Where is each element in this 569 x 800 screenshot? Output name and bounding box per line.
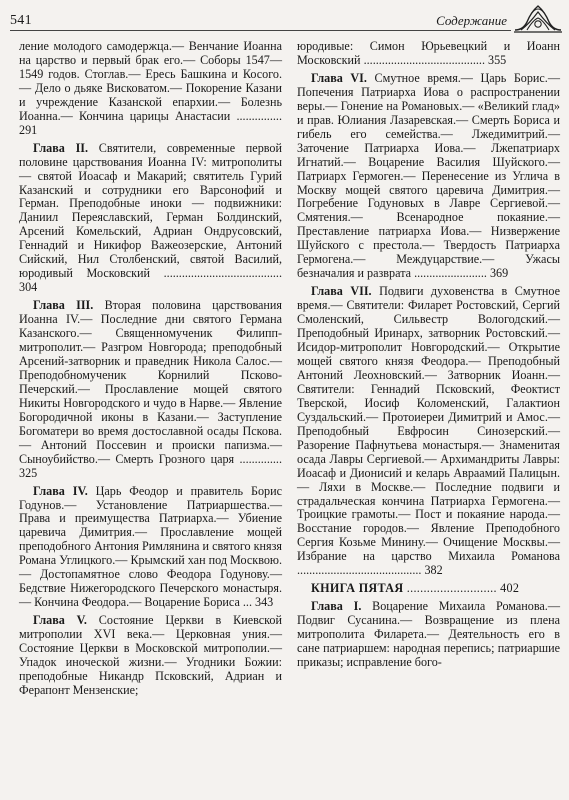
chapter-text: Вторая половина царствования Иоанна IV.— Последние дни святого Германа Казанского.— Священномученик Филипп-митрополит.— Разгром Новгорода; преподобный Арсений-затворник и праведник Никола Салос.— Преподобномученик Корнилий Псково-Печерский.— Прославление мощей святого Никиты Новгородского и чудо в Нарве.— Явление Богородичной иконы в Казани.— Заступление Богоматери во время достославной осады Пскова.— Антоний Поссевин и происки папизма.— Сыноубийство.— Смерть Грозного царя .............. 325 bbox=[19, 298, 282, 480]
running-head: Содержание bbox=[436, 13, 507, 28]
toc-entry-chapter-2 bbox=[19, 142, 282, 295]
toc-entry-chapter-3 bbox=[19, 299, 282, 480]
toc-entry-chapter-6 bbox=[297, 72, 560, 281]
chapter-label: Глава IV. bbox=[33, 483, 88, 498]
toc-continuation-entry: юродивые: Симон Юрьевецкий и Иоанн Московский ........................................ 355 bbox=[297, 39, 560, 67]
toc-left-column bbox=[19, 40, 282, 702]
toc-entry-chapter-4 bbox=[19, 485, 282, 611]
page-number: 541 bbox=[10, 13, 32, 28]
chapter-label: Глава I. bbox=[311, 599, 362, 614]
chapter-label: Глава III. bbox=[33, 298, 94, 313]
chapter-text: Состояние Церкви в Киевской митрополии XVI века.— Церковная уния.— Состояние Церкви в Московской митрополии.— Упадок иноческой жизни.— Угодники Божии: преподобные Никандр Псковский, Адриан и Ферапонт Мензенские; bbox=[19, 613, 282, 697]
page-header bbox=[0, 0, 569, 36]
book-title: КНИГА ПЯТАЯ bbox=[311, 581, 404, 596]
decorative-knot-icon bbox=[513, 2, 563, 34]
toc-entry-chapter-7 bbox=[297, 285, 560, 578]
chapter-text: Святители, современные первой половине царствования Иоанна IV: митрополиты — святой Иоасаф и Макарий; святитель Гурий Казанский и сотрудники его Варсонофий и Герман. Преподобные иноки — подвижники: Даниил Переяславский, Герман Болдинский, Арсений Комельский, Адриан Ондрусовский, Геннадий и Никифор Важеозерские, Антоний Сийский, Нил Столбенский, святой Василий, юродивый Московский ....................................... 304 bbox=[19, 140, 282, 295]
book-page-leader: ........................... 402 bbox=[403, 581, 520, 596]
chapter-label: Глава VI. bbox=[311, 70, 367, 85]
chapter-text: Царь Феодор и правитель Борис Годунов.— Установление Патриаршества.— Права и преимущества Патриарха.— Убиение царевича Димитрия.— Прославление мощей преподобного Антония Римлянина и святого князя Романа Углицкого.— Крымский хан под Москвою.— Достопамятное слово Феодора Годунову.— Бедствие Нижегородского Печерского монастыря.— Кончина Феодора.— Воцарение Бориса ... 343 bbox=[19, 483, 283, 610]
chapter-label: Глава V. bbox=[33, 613, 87, 628]
chapter-text: Воцарение Михаила Романова.— Подвиг Сусанина.— Возвращение из плена митрополита Филарета.— Деятельность его в сане патриаршем: народная перепись; патриаршие приказы; исправление бого- bbox=[297, 599, 560, 669]
toc-entry-book5-chapter-1 bbox=[297, 600, 560, 670]
chapter-text: Подвиги духовенства в Смутное время.— Святители: Филарет Ростовский, Сергий Смоленский, Сильвестр Вологодский.— Преподобный Иринарх, затворник Ростовский.— Исидор-митрополит Новгородский.— Открытие мощей святого князя Феодора.— Преподобный Антоний Леохновский.— Затворник Иоанн.— Святители: Геннадий Псковский, Феоктист Тверской, Иосиф Коломенский, Галактион Суздальский.— Протоиереи Димитрий и Амос.— Преподобный Евфросин Синозерский.— Разорение Пафнутьева монастыря.— Знаменитая осада Лавры Сергиевой.— Архимандриты Лавры: Иоасаф и Дионисий и келарь Авраамий Палицын.— Ляхи в Москве.— Последние подвиги и страдальческая кончина Патриарха Гермогена.— Троицкие грамоты.— Пост и покаяние народа.— Восстание городов.— Явление Преподобного Сергия Козьме Минину.— Очищение Москвы.— Избрание на царство Михаила Романова ......................................... 382 bbox=[297, 284, 560, 578]
toc-entry-chapter-5 bbox=[19, 614, 282, 698]
toc-book-heading bbox=[311, 582, 560, 596]
toc-continuation-entry: ление молодого самодержца.— Венчание Иоанна на царство и первый брак его.— Соборы 1547—1549 годов. Стоглав.— Ересь Башкина и Косого.— Дело о дьяке Висковатом.— Покорение Казани и учреждение Казанской епархии.— Болезнь Иоанна.— Кончина царицы Анастасии ............... 291 bbox=[19, 39, 282, 137]
chapter-text: Смутное время.— Царь Борис.— Попечения Патриарха Иова о распространении веры.— Гонение на Романовых.— «Великий глад» и прав. Юлиания Лазаревская.— Смерть Бориса и гибель его семейства.— Лжедимитрий.— Заточение Патриарха Иова.— Лжепатриарх Игнатий.— Воцарение Василия Шуйского.— Патриарх Гермоген.— Перенесение из Углича в Москву мощей святого царевича Димитрия.— Погребение Годуновых в Лавре Сергиевой.— Смятения.— Всенародное покаяние.— Преставление патриарха Иова.— Низвержение Шуйского с престола.— Твердость Патриарха Гермогена.— Междуцарствие.— Ужасы безначалия и разврата ........................ 369 bbox=[297, 70, 560, 281]
chapter-label: Глава VII. bbox=[311, 284, 372, 299]
header-rule bbox=[10, 30, 511, 31]
chapter-label: Глава II. bbox=[33, 140, 89, 155]
toc-right-column bbox=[297, 40, 560, 674]
